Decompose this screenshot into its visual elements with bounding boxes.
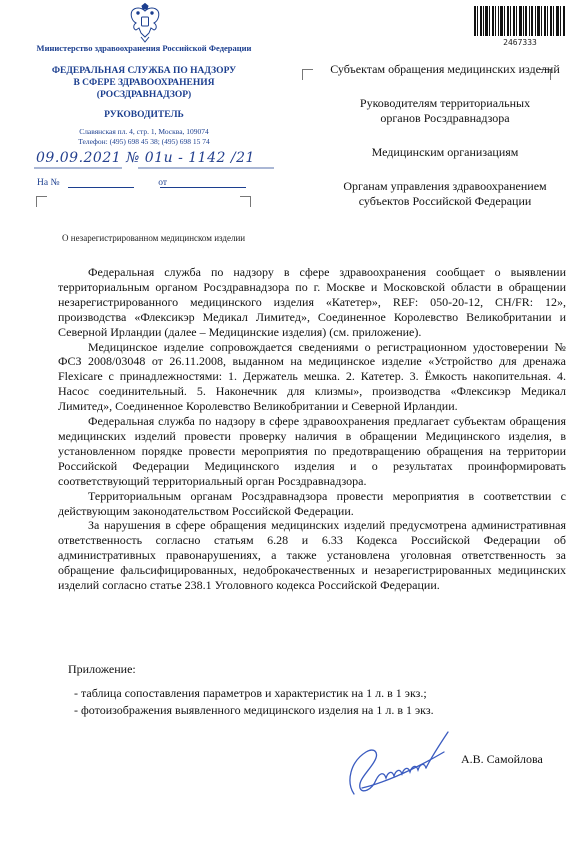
body-paragraph: Федеральная служба по надзору в сфере здравоохранения сообщает о выявлении территориальным органом Росздравнадзора по г. Москве и Московской области в обращении незарегистрированного медицинского изделия «Катетер», REF: 050-20-12, CH/FR: 12», производства «Флексикэр Медикал Лимитед», Соединенное Королевство Великобритании и Северной Ирландии (далее – Медицинские изделия) (см. приложение). [58,265,566,339]
attachment-item: - таблица сопоставления параметров и характеристик на 1 л. в 1 экз.; [74,686,427,700]
agency-line-3: (РОСЗДРАВНАДЗОР) [96,90,192,100]
agency-name [30,65,258,101]
letter-body [58,265,566,593]
on-number-underline [68,187,134,188]
recipients-block [320,62,570,209]
barcode-number: 2467333 [503,38,537,47]
bracket-top-left [36,196,47,207]
recipient-item: Медицинским организациям [371,145,519,159]
bracket-top-right [240,196,251,207]
signer-name: А.В. Самойлова [461,752,543,766]
body-paragraph: Медицинское изделие сопровождается сведениями о регистрационном удостоверении № ФСЗ 2008/03048 от 26.11.2008, выданном на медицинское изделие «Устройство для дренажа Flexicare с принадлежностями: 1. Держатель мешка. 2. Катетер. 3. Ёмкость накопительная. 4. Насос соединительный. 5. Наконечник для клизмы», производства «Флексикэр Медикал Лимитед», Соединенное Королевство Великобритании и Северной Ирландии. [58,339,566,414]
head-title: РУКОВОДИТЕЛЬ [104,110,184,120]
recipient-item: Субъектам обращения медицинских изделий [330,62,560,76]
agency-line-2: В СФЕРЕ ЗДРАВООХРАНЕНИЯ [73,78,215,88]
recipient-item: Органам управления здравоохранением субъектов Российской Федерации [343,179,547,208]
attachments-title: Приложение: [68,662,136,676]
address-block [30,127,258,146]
recipient-item: Руководителям территориальных органов Росздравнадзора [359,96,531,125]
body-paragraph: Территориальным органам Росздравнадзора провести мероприятия в соответствии с действующим законодательством Российской Федерации. [58,488,566,518]
on-number-label: На № [37,178,60,188]
agency-line-1: ФЕДЕРАЛЬНАЯ СЛУЖБА ПО НАДЗОРУ [51,66,237,76]
attachment-item: - фотоизображения выявленного медицинского изделия на 1 л. в 1 экз. [74,703,434,717]
body-paragraph: За нарушения в сфере обращения медицинских изделий предусмотрена административная ответственность согласно статьям 6.28 и 6.33 Кодекса Российской Федерации об административных правонарушениях, а также установлена уголовная ответственность за обращение фальсифицированных, недоброкачественных и незарегистрированных медицинских изделий согласно статье 238.1 Уголовного кодекса Российской Федерации. [58,518,566,593]
ministry-name: Министерство здравоохранения Российской Федерации [36,43,252,53]
handwritten-date-number: 09.09.2021 № 01и - 1142 /21 [36,150,255,166]
subject-line: О незарегистрированном медицинском изделии [62,233,246,243]
body-paragraph: Федеральная служба по надзору в сфере здравоохранения предлагает субъектам обращения медицинских изделий провести проверку наличия в обращении Медицинского изделия, в установленном порядке провести мероприятия по предотвращению обращения на территории Российской Федерации Медицинского изделия и о результатах проинформировать соответствующий территориальный орган Росздравнадзора. [58,414,566,488]
recipient-bracket-left [302,69,313,80]
phone-line: Телефон: (495) 698 45 38; (495) 698 15 74 [78,136,210,146]
coat-of-arms-icon [127,3,163,43]
from-underline [160,187,246,188]
address-line: Славянская пл. 4, стр. 1, Москва, 109074 [79,127,209,136]
handwritten-signature [340,722,460,802]
from-label: от [158,178,168,188]
barcode [474,6,566,36]
attachments-list [74,685,554,719]
